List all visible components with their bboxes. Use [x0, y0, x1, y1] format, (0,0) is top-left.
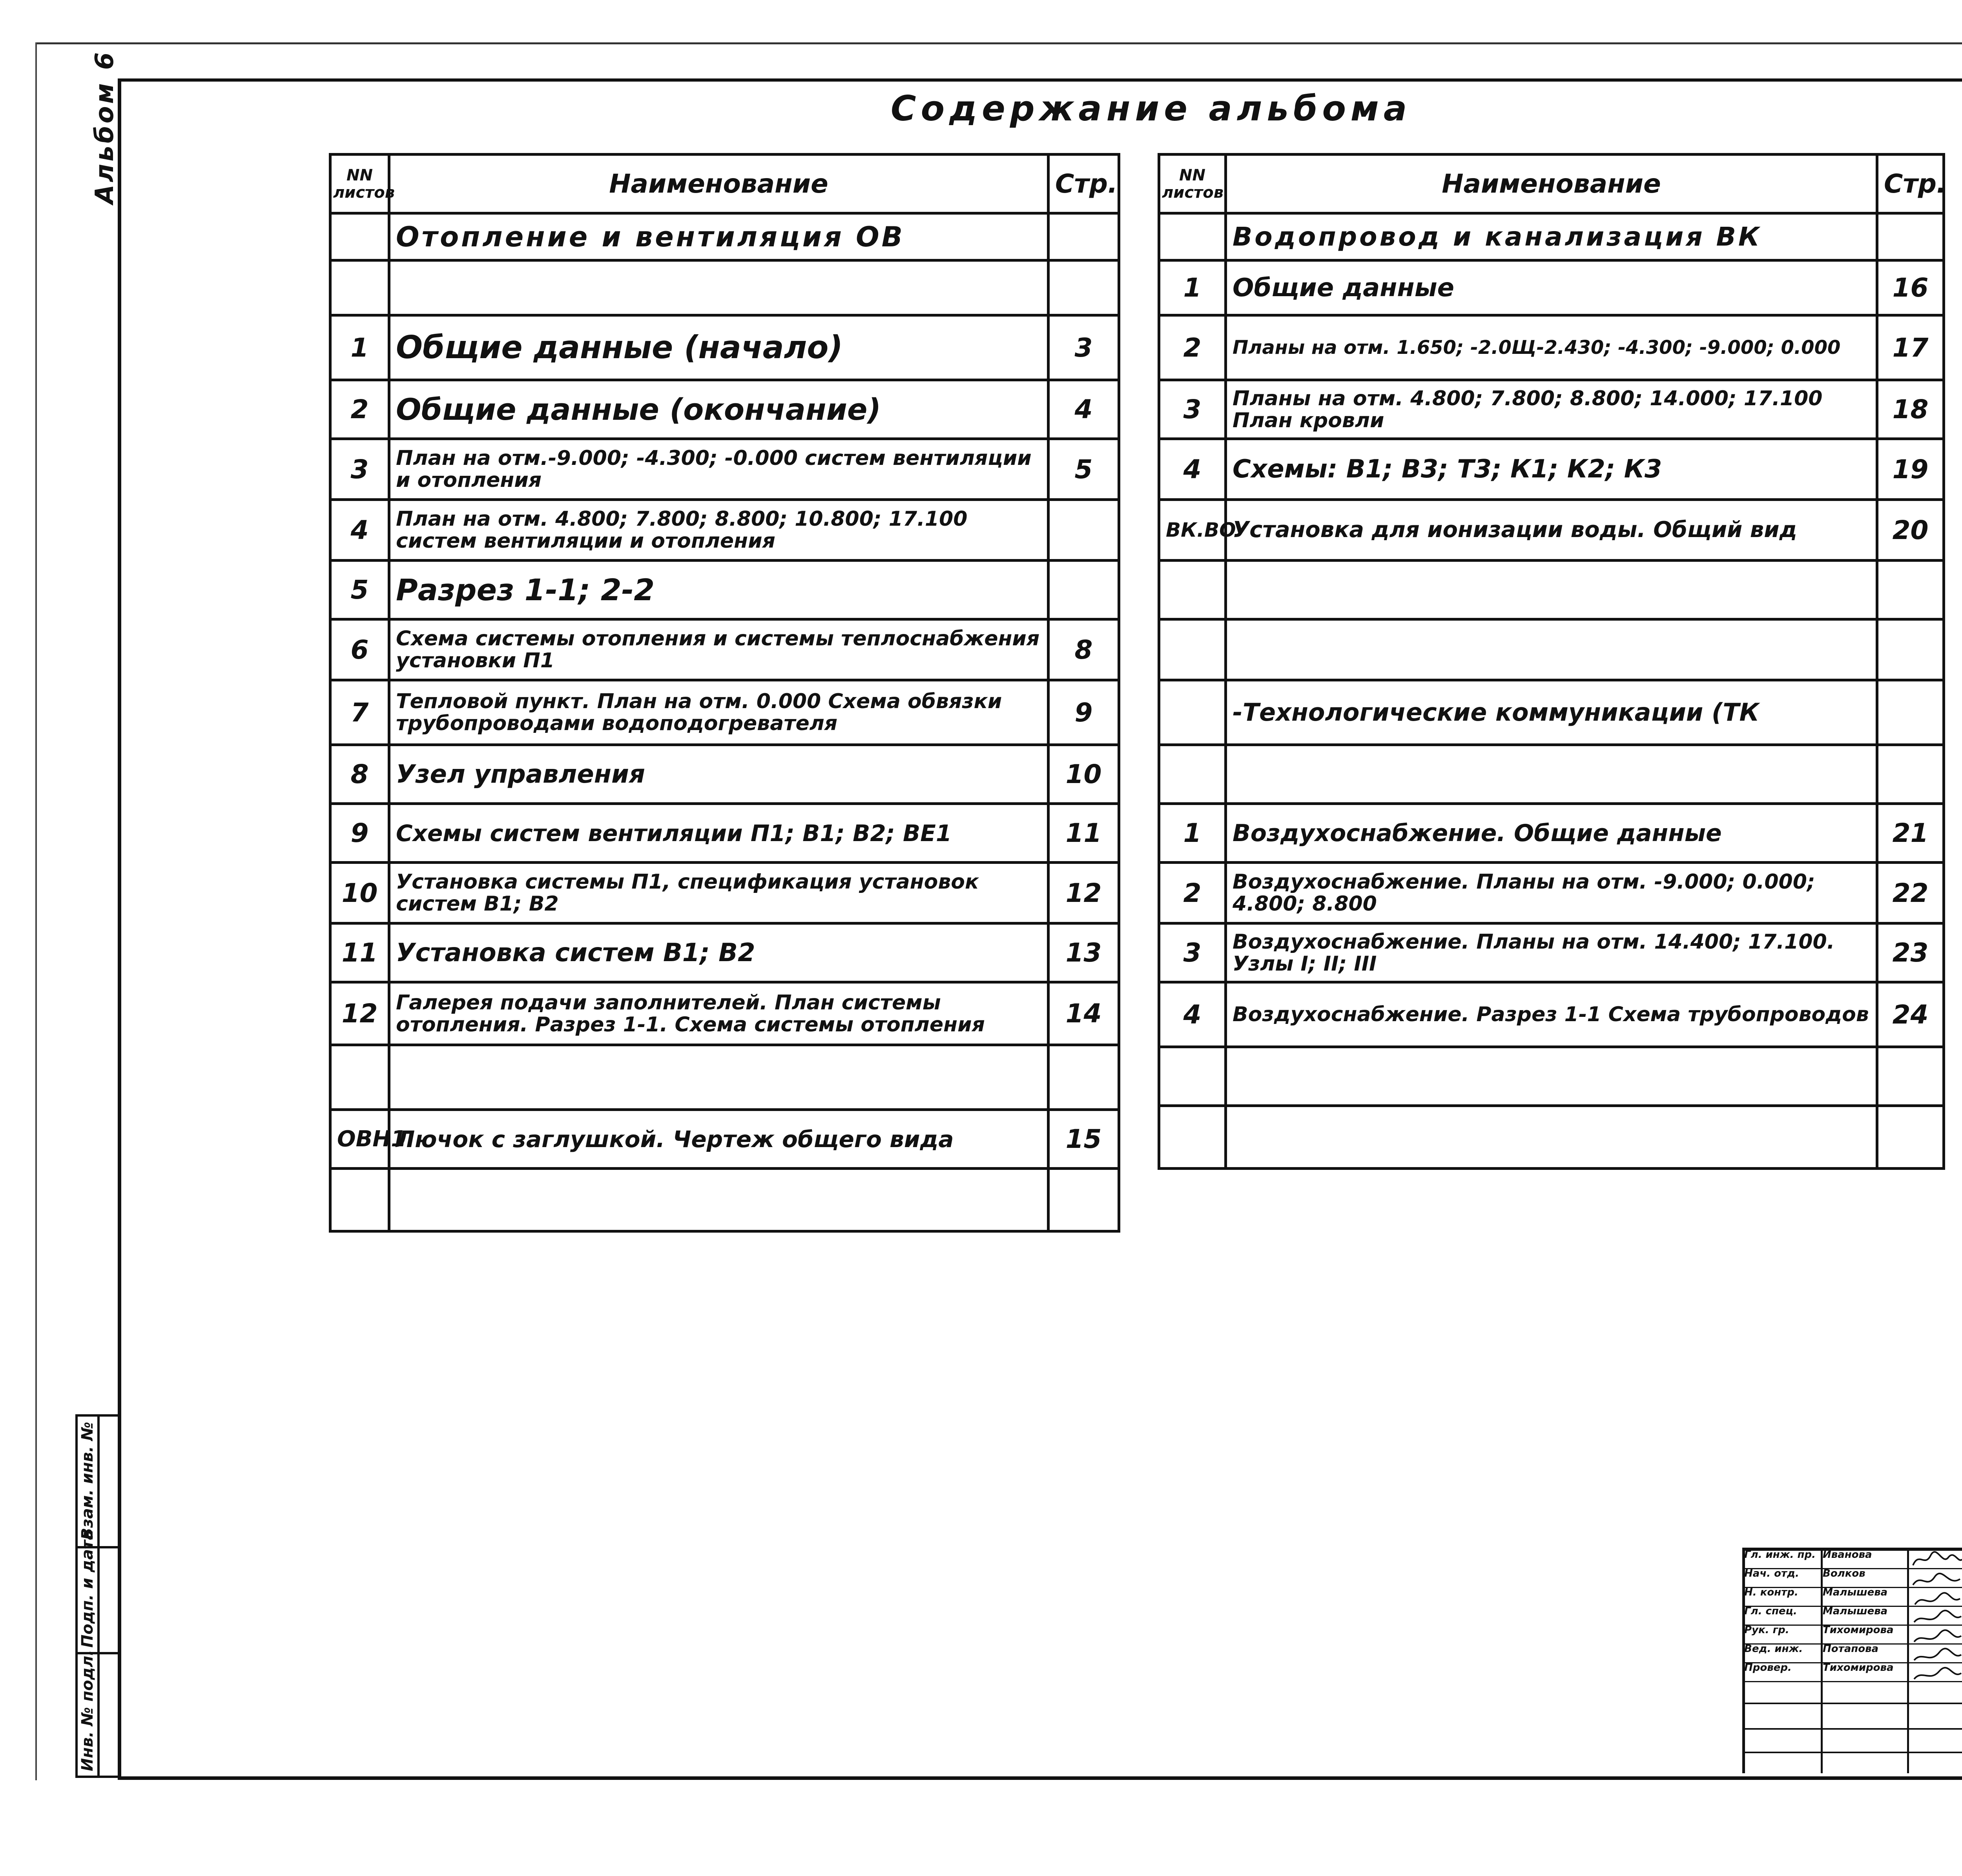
- table-header-row: [330, 155, 1119, 213]
- table-row: 1 Общие данные (начало) 3: [330, 315, 1119, 380]
- section-title: Водопровод и канализация ВК: [1226, 213, 1877, 260]
- header-page: Стр.: [1048, 155, 1119, 213]
- header-num: NN листов: [1159, 155, 1226, 213]
- signature-row: Рук. гр. Тихомирова: [1744, 1624, 1894, 1636]
- table-row: [1159, 1106, 1944, 1169]
- side-stamp-inv: Инв. № подл.: [78, 1650, 97, 1771]
- signature-row: Нач. отд. Волков: [1744, 1568, 1865, 1579]
- table-row: 5 Разрез 1-1; 2-2: [330, 561, 1119, 619]
- side-stamp-replaces: Взам. инв. №: [78, 1422, 97, 1540]
- table-row: 2 Планы на отм. 1.650; -2.0Щ-2.430; -4.300; -9.000; 0.000 17: [1159, 315, 1944, 380]
- table-row: 8 Узел управления 10: [330, 745, 1119, 804]
- left-contents-table: [329, 153, 1120, 1233]
- signature-row: Гл. инж. пр. Иванова: [1744, 1549, 1872, 1561]
- table-row: 6 Схема системы отопления и системы теплоснабжения установки П1 8: [330, 619, 1119, 680]
- table-row: 11 Установка систем В1; В2 13: [330, 923, 1119, 982]
- table-row: [330, 1169, 1119, 1231]
- table-row: ОВН1 Лючок с заглушкой. Чертеж общего вида 15: [330, 1110, 1119, 1169]
- section-row: [1159, 213, 1944, 260]
- table-row: 4 План на отм. 4.800; 7.800; 8.800; 10.800; 17.100 систем вентиляции и отопления: [330, 500, 1119, 561]
- outer-frame-top: [35, 42, 1962, 44]
- signature-row: Гл. спец. Малышева: [1744, 1605, 1888, 1617]
- table-row: 7 Тепловой пункт. План на отм. 0.000 Схема обвязки трубопроводами водоподогревателя 9: [330, 680, 1119, 745]
- table-row: 12 Галерея подачи заполнителей. План системы отопления. Разрез 1-1. Схема системы отопления 14: [330, 982, 1119, 1045]
- table-row: 3 Воздухоснабжение. Планы на отм. 14.400; 17.100. Узлы I; II; III 23: [1159, 923, 1944, 982]
- table-row: [1159, 745, 1944, 804]
- table-row: [1159, 1047, 1944, 1106]
- section-row: [330, 213, 1119, 260]
- header-name: Наименование: [1226, 155, 1877, 213]
- table-row: 4 Воздухоснабжение. Разрез 1-1 Схема трубопроводов 24: [1159, 982, 1944, 1047]
- table-row: [1159, 561, 1944, 619]
- header-page: Стр.: [1877, 155, 1944, 213]
- table-row: 1 Общие данные 16: [1159, 260, 1944, 315]
- table-row: 3 Планы на отм. 4.800; 7.800; 8.800; 14.000; 17.100 План кровли 18: [1159, 380, 1944, 439]
- album-label: Альбом 6: [90, 50, 119, 204]
- table-row: [1159, 619, 1944, 680]
- section-title: Отопление и вентиляция ОВ: [389, 213, 1048, 260]
- table-row: 1 Воздухоснабжение. Общие данные 21: [1159, 804, 1944, 863]
- right-contents-table: [1158, 153, 1945, 1170]
- table-row: 4 Схемы: В1; В3; Т3; К1; К2; К3 19: [1159, 439, 1944, 500]
- table-row: 10 Установка системы П1, спецификация установок систем В1; В2 12: [330, 863, 1119, 923]
- table-header-row: [1159, 155, 1944, 213]
- table-row: 9 Схемы систем вентиляции П1; В1; В2; ВЕ1 11: [330, 804, 1119, 863]
- signature-row: Провер. Тихомирова: [1744, 1662, 1894, 1674]
- table-row: -Технологические коммуникации (ТК: [1159, 680, 1944, 745]
- outer-frame-left: [35, 42, 37, 1780]
- album-title: Содержание альбома: [891, 88, 1412, 129]
- table-row: 2 Воздухоснабжение. Планы на отм. -9.000; 0.000; 4.800; 8.800 22: [1159, 863, 1944, 923]
- side-stamp-sign: Подп. и дата: [78, 1529, 97, 1648]
- table-row: [330, 260, 1119, 315]
- signature-scribbles: [1911, 1550, 1962, 1683]
- header-num: NN листов: [330, 155, 389, 213]
- table-row: ВК.ВО Установка для ионизации воды. Общий вид 20: [1159, 500, 1944, 561]
- table-row: 2 Общие данные (окончание) 4: [330, 380, 1119, 439]
- table-row: 3 План на отм.-9.000; -4.300; -0.000 систем вентиляции и отопления 5: [330, 439, 1119, 500]
- header-name: Наименование: [389, 155, 1048, 213]
- signature-row: Н. контр. Малышева: [1744, 1586, 1888, 1598]
- table-row: [330, 1045, 1119, 1110]
- signature-row: Вед. инж. Потапова: [1744, 1643, 1879, 1655]
